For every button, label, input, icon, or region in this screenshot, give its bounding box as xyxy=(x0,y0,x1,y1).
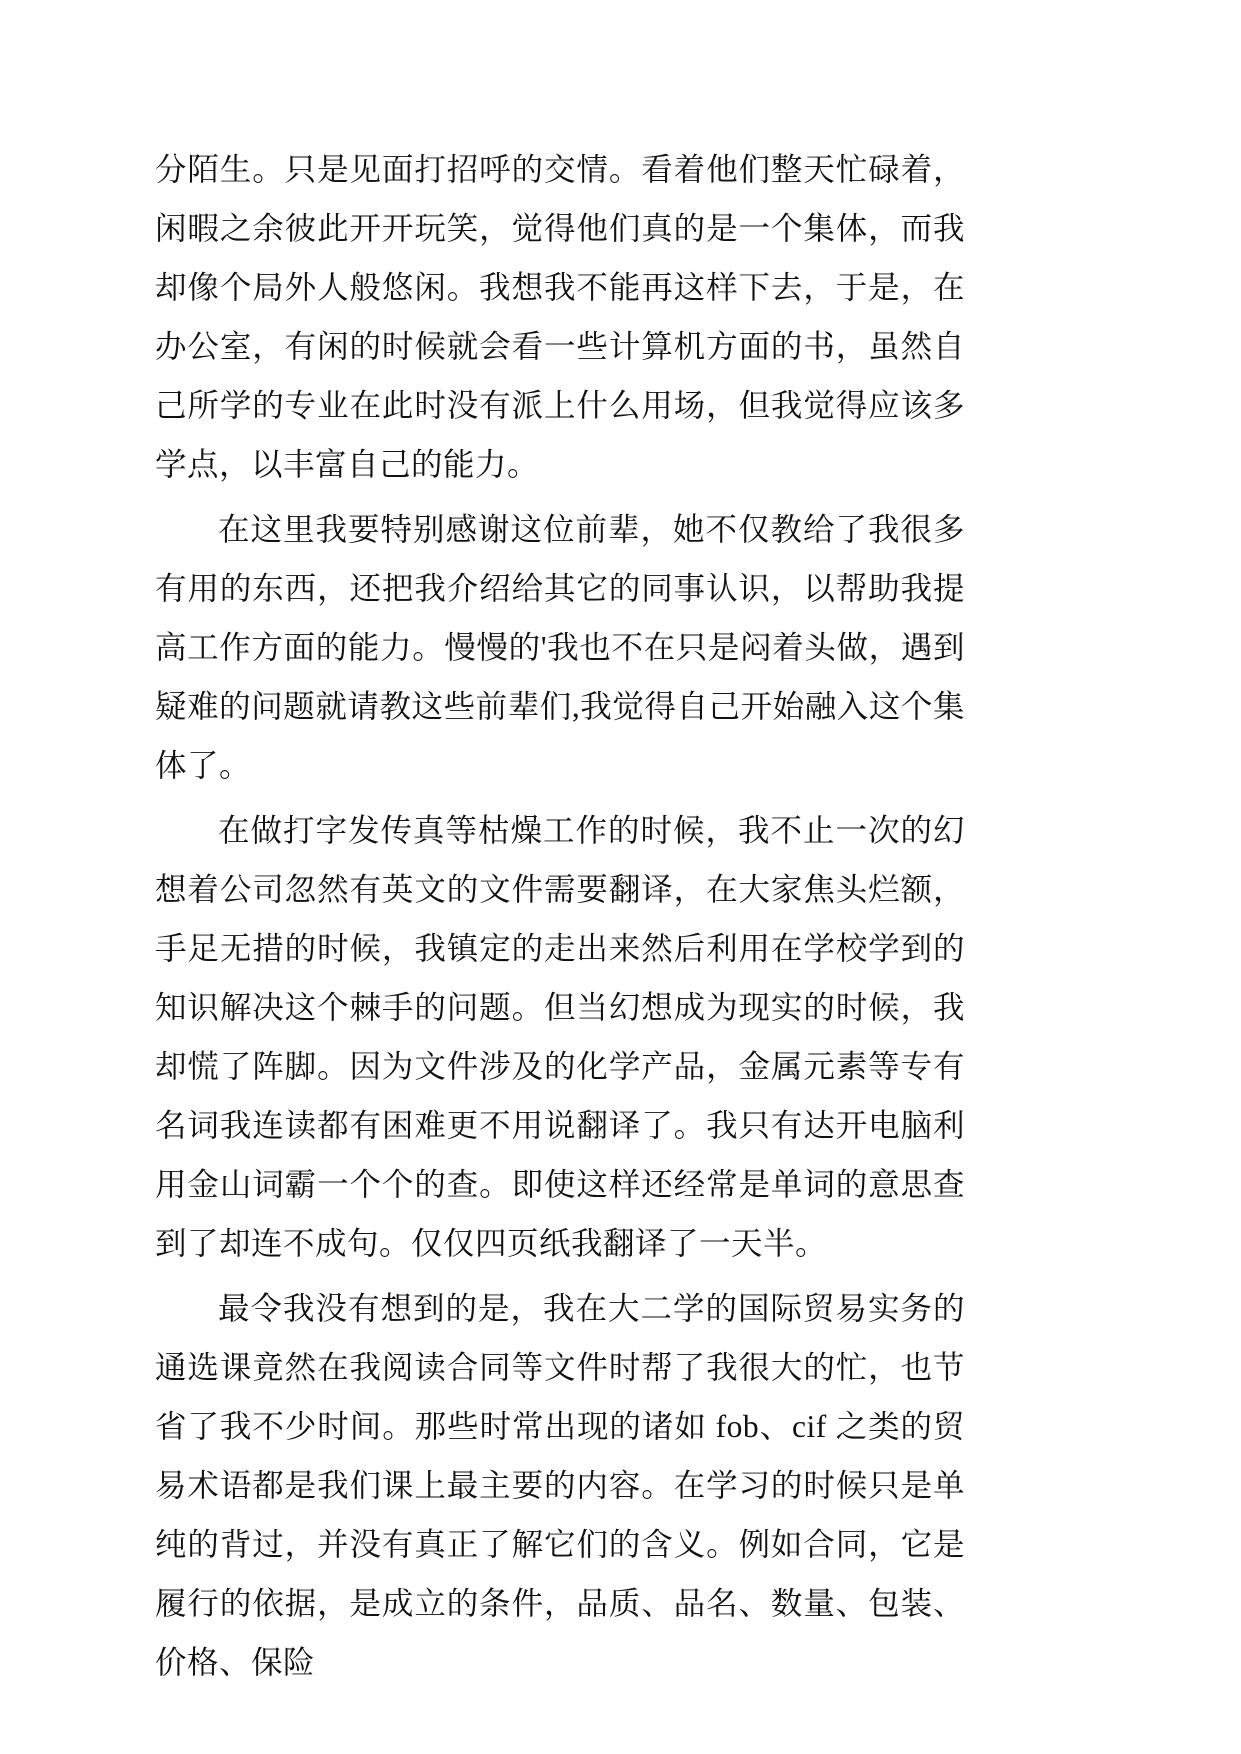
paragraph-3: 在做打字发传真等枯燥工作的时候，我不止一次的幻想着公司忽然有英文的文件需要翻译，在大家焦头烂额，手足无措的时候，我镇定的走出来然后利用在学校学到的知识解决这个棘手的问题。但当幻想成为现实的时候，我却慌了阵脚。因为文件涉及的化学产品，金属元素等专有名词我连读都有困难更不用说翻译了。我只有达开电脑利用金山词霸一个个的查。即使这样还经常是单词的意思查到了却连不成句。仅仅四页纸我翻译了一天半。 xyxy=(155,813,965,1261)
paragraph-2: 在这里我要特别感谢这位前辈，她不仅教给了我很多有用的东西，还把我介绍给其它的同事认识，以帮助我提高工作方面的能力。慢慢的'我也不在只是闷着头做，遇到疑难的问题就请教这些前辈们,我觉得自己开始融入这个集体了。 xyxy=(155,512,965,783)
paragraph-1: 分陌生。只是见面打招呼的交情。看着他们整天忙碌着，闲暇之余彼此开开玩笑，觉得他们真的是一个集体，而我却像个局外人般悠闲。我想我不能再这样下去，于是，在办公室，有闲的时候就会看一些计算机方面的书，虽然自己所学的专业在此时没有派上什么用场，但我觉得应该多学点，以丰富自己的能力。 xyxy=(155,152,965,482)
paragraph-4: 最令我没有想到的是，我在大二学的国际贸易实务的通选课竟然在我阅读合同等文件时帮了我很大的忙，也节省了我不少时间。那些时常出现的诸如 fob、cif 之类的贸易术语都是我们课上最主要的内容。在学习的时候只是单纯的背过，并没有真正了解它们的含义。例如合同，它是履行的依据，是成立的条件，品质、品名、数量、包装、价格、保险 xyxy=(155,1291,965,1680)
document-body xyxy=(155,140,965,1692)
